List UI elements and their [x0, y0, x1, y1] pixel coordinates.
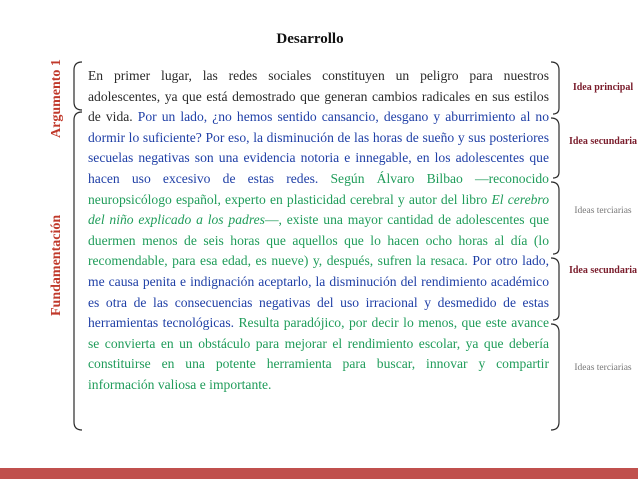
secundaria-1-bracket: [551, 118, 559, 178]
right-brackets: [549, 60, 569, 432]
main-idea-text: En primer lugar, las redes sociales constituyen un peligro para nuestros adolescentes, ya que está demostrado que generan cambios radicales en sus estilos de vida.: [88, 68, 549, 125]
argumento-label: Argumento 1: [49, 59, 64, 138]
tag-ideas-terciarias-1: Ideas terciarias: [574, 206, 632, 216]
tag-idea-principal: Idea principal: [572, 82, 634, 93]
book-title: El cerebro del niño explicado a los padres: [88, 191, 549, 228]
secondary-idea-1-text: Por un lado, ¿no hemos sentido cansancio, desgano y aburrimiento al no dormir lo suficiente? Por eso, la disminución de las horas de sueño y sus posteriores secuelas negativas son una evidencia notoria e innegable, en los adolescentes que hacen uso excesivo de estas redes.: [88, 109, 549, 186]
tag-ideas-terciarias-2: Ideas terciarias: [574, 363, 632, 373]
argumento-bracket: [74, 62, 82, 110]
tag-idea-secundaria-1: Idea secundaria: [568, 136, 638, 147]
principal-bracket: [551, 62, 559, 114]
secondary-idea-2-text: Por otro lado, me causa penita e indignación aceptarlo, la disminución del rendimiento académico es otra de las consecuencias negativas del uso irracional y desmedido de estas herramientas tecnológicas.: [88, 253, 549, 331]
tag-idea-secundaria-2: Idea secundaria: [568, 265, 638, 276]
terciarias-2-bracket: [551, 324, 559, 430]
page-title: Desarrollo: [276, 31, 344, 47]
secundaria-2-bracket: [551, 258, 559, 320]
fundamentacion-bracket: [74, 112, 82, 430]
terciarias-1-bracket: [551, 182, 559, 254]
tertiary-idea-1b-text: —, existe una mayor cantidad de adolescentes que duermen menos de seis horas que aquellos que lo hacen ocho horas al día (lo recomendable, para esa edad, es nueve) y, después, sufren la resaca.: [88, 212, 549, 269]
bottom-accent-bar: [0, 468, 638, 479]
tertiary-idea-2-text: Resulta paradójico, por decir lo menos, que este avance se convierta en un obstáculo para mejorar el rendimiento escolar, ya que debería constituirse en una potente herramienta para buscar, innovar y compartir información valiosa e importante.: [88, 315, 549, 392]
fundamentacion-label: Fundamentación: [49, 214, 64, 316]
tertiary-idea-1a-text: Según Álvaro Bilbao —reconocido neuropsicólogo español, experto en plasticidad cerebral y autor del libro: [88, 170, 549, 207]
argument-paragraph: [88, 66, 549, 396]
left-brackets: [62, 60, 86, 432]
